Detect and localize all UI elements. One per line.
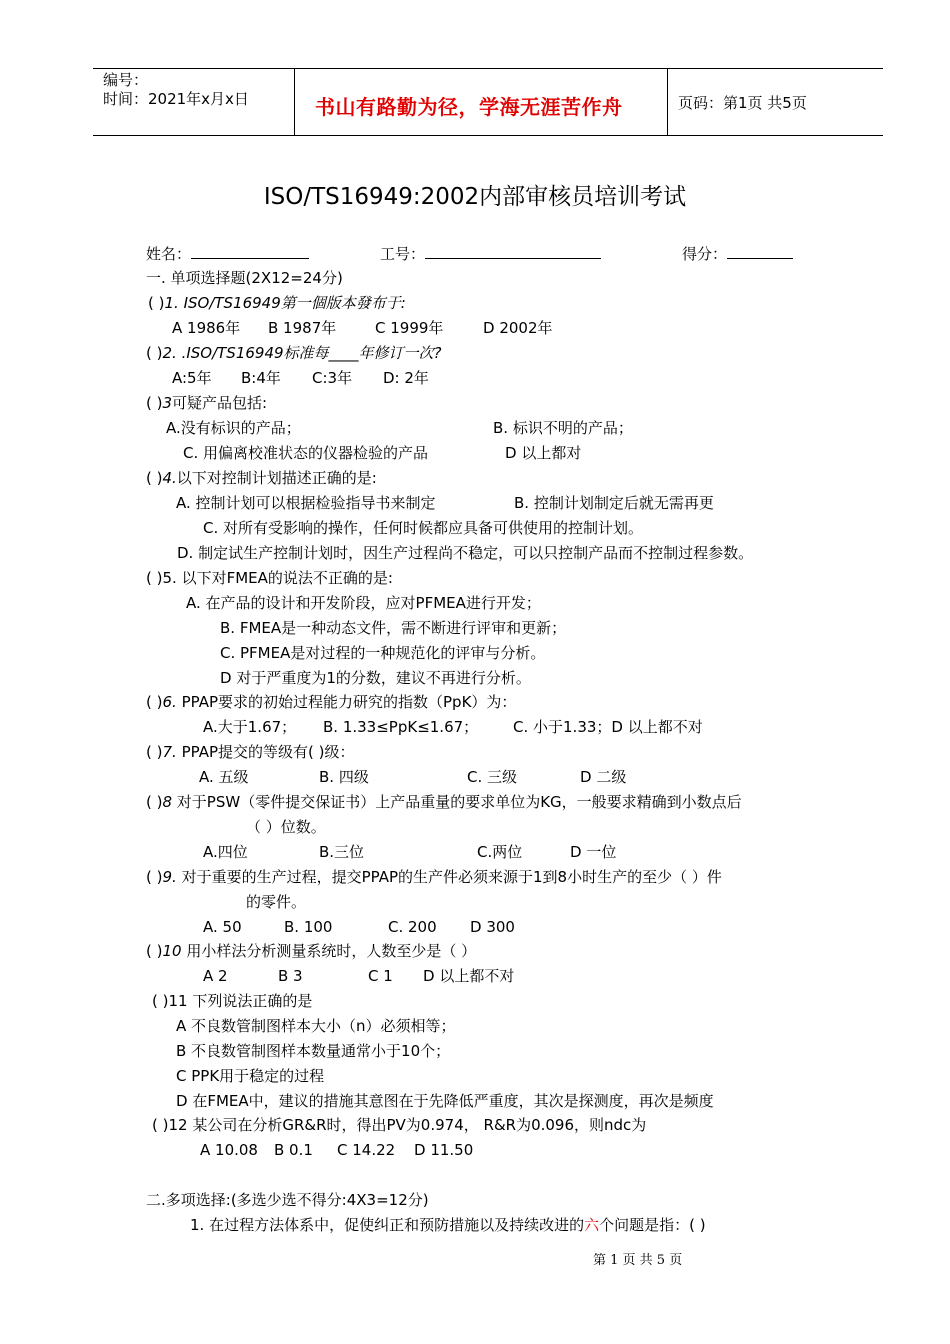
section2-heading: 二.多项选择:(多选少选不得分:4X3=12分) <box>146 1191 429 1209</box>
q11-answer-blank[interactable]: ( ) <box>152 992 169 1010</box>
q6-option-b[interactable]: B. 1.33≤PpK≤1.67； <box>323 718 479 736</box>
q8-option-d[interactable]: D 一位 <box>570 843 617 861</box>
q10-option-b[interactable]: B 3 <box>278 967 303 985</box>
name-label: 姓名： <box>146 245 192 263</box>
q1-option-c[interactable]: C 1999年 <box>375 319 444 337</box>
q1-stem: ( )1. ISO/TS16949第一個版本發布于: <box>148 294 406 312</box>
q5-option-c[interactable]: C. PFMEA是对过程的一种规范化的评审与分析。 <box>220 644 546 662</box>
q2-stem: ( )2. .ISO/TS16949标准每____年修订一次? <box>146 344 442 362</box>
header-divider-left <box>294 68 295 136</box>
q3-stem: ( )3可疑产品包括: <box>146 394 268 412</box>
q12-answer-blank[interactable]: ( ) <box>152 1116 169 1134</box>
q4-answer-blank[interactable]: ( ) <box>146 469 163 487</box>
q7-option-c[interactable]: C. 三级 <box>467 768 518 786</box>
q8-stem-continued: （ ）位数。 <box>246 818 326 836</box>
q9-option-a[interactable]: A. 50 <box>203 918 242 936</box>
q9-stem-continued: 的零件。 <box>246 893 307 911</box>
q5-stem: ( )5. 以下对FMEA的说法不正确的是: <box>146 569 393 587</box>
q11-option-d[interactable]: D 在FMEA中，建议的措施其意图在于先降低严重度，其次是探测度，再次是频度 <box>176 1092 714 1110</box>
q10-option-c[interactable]: C 1 <box>368 967 393 985</box>
q4-option-a[interactable]: A. 控制计划可以根据检验指导书来制定 <box>176 494 436 512</box>
q3-answer-blank[interactable]: ( ) <box>146 394 163 412</box>
q11-option-c[interactable]: C PPK用于稳定的过程 <box>176 1067 325 1085</box>
q5-option-b[interactable]: B. FMEA是一种动态文件，需不断进行评审和更新； <box>220 619 567 637</box>
q12-option-b[interactable]: B 0.1 <box>274 1141 313 1159</box>
q10-option-a[interactable]: A 2 <box>203 967 228 985</box>
q4-option-d[interactable]: D. 制定试生产控制计划时，因生产过程尚不稳定，可以只控制产品而不控制过程参数。 <box>177 544 754 562</box>
q6-option-cd[interactable]: C. 小于1.33；D 以上都不对 <box>513 718 703 736</box>
q2-option-c[interactable]: C:3年 <box>312 369 353 387</box>
header-bottom-border <box>93 135 883 136</box>
q12-stem: ( )12 某公司在分析GR&R时，得出PV为0.974， R&R为0.096，则ndc为 <box>152 1116 647 1134</box>
q9-option-d[interactable]: D 300 <box>470 918 515 936</box>
name-field <box>146 244 309 264</box>
q12-option-d[interactable]: D 11.50 <box>414 1141 474 1159</box>
page-footer: 第 1 页 共 5 页 <box>593 1253 683 1268</box>
q1-option-a[interactable]: A 1986年 <box>172 319 241 337</box>
q7-stem: ( )7. PPAP提交的等级有( )级： <box>146 743 355 761</box>
q9-option-b[interactable]: B. 100 <box>284 918 333 936</box>
highlight-six: 六 <box>584 1216 600 1234</box>
q1-option-b[interactable]: B 1987年 <box>268 319 337 337</box>
score-field <box>682 244 793 264</box>
q12-option-a[interactable]: A 10.08 <box>200 1141 258 1159</box>
q3-option-a[interactable]: A.没有标识的产品； <box>166 419 301 437</box>
q8-answer-blank[interactable]: ( ) <box>146 793 163 811</box>
q8-stem: ( )8 对于PSW（零件提交保证书）上产品重量的要求单位为KG，一般要求精确到小数点后 <box>146 793 742 811</box>
section1-heading: 一. 单项选择题(2X12=24分) <box>146 269 343 287</box>
q8-option-a[interactable]: A.四位 <box>203 843 248 861</box>
id-field <box>380 244 601 264</box>
q1-answer-blank[interactable]: ( ) <box>148 294 165 312</box>
q2-option-a[interactable]: A:5年 <box>172 369 212 387</box>
q5-option-d[interactable]: D 对于严重度为1的分数，建议不再进行分析。 <box>220 669 531 687</box>
q7-option-b[interactable]: B. 四级 <box>319 768 369 786</box>
header-divider-right <box>667 68 668 136</box>
q9-stem: ( )9. 对于重要的生产过程，提交PPAP的生产件必须来源于1到8小时生产的至少（ ）件 <box>146 868 722 886</box>
q8-option-c[interactable]: C.两位 <box>477 843 523 861</box>
q6-stem: ( )6. PPAP要求的初始过程能力研究的指数（PpK）为： <box>146 693 517 711</box>
name-blank[interactable] <box>191 244 309 259</box>
header-number-label: 编号： <box>103 71 149 89</box>
q11-stem: ( )11 下列说法正确的是 <box>152 992 313 1010</box>
score-label: 得分： <box>682 245 728 263</box>
header-time-label: 时间：2021年x月x日 <box>103 90 249 108</box>
q11-option-b[interactable]: B 不良数管制图样本数量通常小于10个； <box>176 1042 451 1060</box>
q6-answer-blank[interactable]: ( ) <box>146 693 163 711</box>
q4-stem: ( )4.以下对控制计划描述正确的是: <box>146 469 377 487</box>
q3-option-d[interactable]: D 以上都对 <box>505 444 582 462</box>
q12-option-c[interactable]: C 14.22 <box>337 1141 396 1159</box>
q10-option-d[interactable]: D 以上都不对 <box>423 967 515 985</box>
q8-option-b[interactable]: B.三位 <box>319 843 365 861</box>
q7-option-d[interactable]: D 二级 <box>580 768 627 786</box>
q3-option-c[interactable]: C. 用偏离校准状态的仪器检验的产品 <box>183 444 429 462</box>
q4-option-c[interactable]: C. 对所有受影响的操作，任何时候都应具备可供使用的控制计划。 <box>203 519 644 537</box>
header-page-label: 页码：第1页 共5页 <box>678 94 807 112</box>
q5-answer-blank[interactable]: ( ) <box>146 569 163 587</box>
q7-option-a[interactable]: A. 五级 <box>199 768 249 786</box>
q10-stem: ( )10 用小样法分析测量系统时，人数至少是（ ） <box>146 942 477 960</box>
q1-option-d[interactable]: D 2002年 <box>483 319 553 337</box>
q5-option-a[interactable]: A. 在产品的设计和开发阶段，应对PFMEA进行开发； <box>186 594 541 612</box>
q11-option-a[interactable]: A 不良数管制图样本大小（n）必须相等； <box>176 1017 456 1035</box>
q3-option-b[interactable]: B. 标识不明的产品； <box>493 419 633 437</box>
header-motto: 书山有路勤为径，学海无涯苦作舟 <box>315 95 623 119</box>
q9-option-c[interactable]: C. 200 <box>388 918 437 936</box>
q7-answer-blank[interactable]: ( ) <box>146 743 163 761</box>
id-label: 工号： <box>380 245 426 263</box>
score-blank[interactable] <box>727 244 793 259</box>
q6-option-a[interactable]: A.大于1.67； <box>203 718 297 736</box>
q2-answer-blank[interactable]: ( ) <box>146 344 163 362</box>
q9-answer-blank[interactable]: ( ) <box>146 868 163 886</box>
exam-title: ISO/TS16949:2002内部审核员培训考试 <box>263 184 687 210</box>
q10-answer-blank[interactable]: ( ) <box>146 942 163 960</box>
q2-option-b[interactable]: B:4年 <box>241 369 281 387</box>
id-blank[interactable] <box>425 244 601 259</box>
q4-option-b[interactable]: B. 控制计划制定后就无需再更 <box>514 494 714 512</box>
q2-option-d[interactable]: D: 2年 <box>383 369 429 387</box>
section2-q1: 1. 在过程方法体系中，促使纠正和预防措施以及持续改进的六个问题是指：( ) <box>190 1216 706 1234</box>
header-top-border <box>93 68 883 69</box>
section2-q1-answer-blank[interactable]: 个问题是指：( ) <box>599 1216 706 1234</box>
